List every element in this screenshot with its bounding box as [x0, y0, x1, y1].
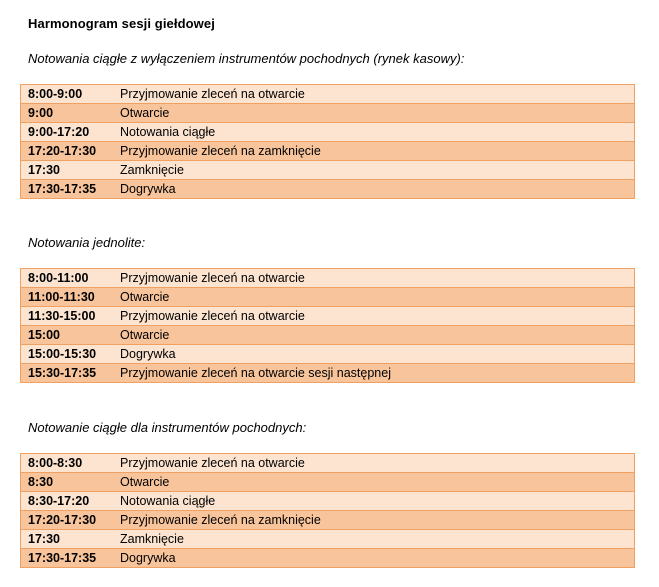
table-row: [21, 345, 635, 364]
description-cell: Dogrywka: [114, 549, 635, 568]
description-cell: Dogrywka: [114, 180, 635, 199]
time-cell: 9:00: [21, 104, 115, 123]
time-cell: 17:30-17:35: [21, 180, 115, 199]
section-subtitle-derivatives: Notowanie ciągłe dla instrumentów pochodnych:: [28, 420, 307, 435]
description-cell: Przyjmowanie zleceń na otwarcie: [114, 269, 635, 288]
table-row: [21, 364, 635, 383]
description-cell: Otwarcie: [114, 288, 635, 307]
description-cell: Przyjmowanie zleceń na zamknięcie: [114, 511, 635, 530]
table-row: [21, 142, 635, 161]
table-row: [21, 549, 635, 568]
time-cell: 8:00-8:30: [21, 454, 115, 473]
description-cell: Otwarcie: [114, 104, 635, 123]
table-row: [21, 269, 635, 288]
table-row: [21, 492, 635, 511]
description-cell: Otwarcie: [114, 473, 635, 492]
description-cell: Zamknięcie: [114, 161, 635, 180]
table-row: [21, 326, 635, 345]
description-cell: Przyjmowanie zleceń na otwarcie sesji następnej: [114, 364, 635, 383]
schedule-table-derivatives: [20, 453, 635, 568]
table-row: [21, 473, 635, 492]
description-cell: Przyjmowanie zleceń na otwarcie: [114, 85, 635, 104]
table-row: [21, 180, 635, 199]
description-cell: Notowania ciągłe: [114, 492, 635, 511]
schedule-table-continuous-cash: [20, 84, 635, 199]
page-title: Harmonogram sesji giełdowej: [28, 16, 215, 31]
time-cell: 15:00: [21, 326, 115, 345]
table-row: [21, 123, 635, 142]
schedule-table-single-price: [20, 268, 635, 383]
description-cell: Zamknięcie: [114, 530, 635, 549]
description-cell: Otwarcie: [114, 326, 635, 345]
table-row: [21, 85, 635, 104]
time-cell: 11:00-11:30: [21, 288, 115, 307]
section-subtitle-single-price: Notowania jednolite:: [28, 235, 146, 250]
time-cell: 11:30-15:00: [21, 307, 115, 326]
table-row: [21, 511, 635, 530]
time-cell: 8:30: [21, 473, 115, 492]
description-cell: Przyjmowanie zleceń na zamknięcie: [114, 142, 635, 161]
time-cell: 8:30-17:20: [21, 492, 115, 511]
description-cell: Notowania ciągłe: [114, 123, 635, 142]
table-row: [21, 161, 635, 180]
description-cell: Przyjmowanie zleceń na otwarcie: [114, 454, 635, 473]
table-row: [21, 307, 635, 326]
description-cell: Dogrywka: [114, 345, 635, 364]
time-cell: 17:30: [21, 530, 115, 549]
time-cell: 8:00-9:00: [21, 85, 115, 104]
time-cell: 15:00-15:30: [21, 345, 115, 364]
table-row: [21, 104, 635, 123]
time-cell: 15:30-17:35: [21, 364, 115, 383]
time-cell: 8:00-11:00: [21, 269, 115, 288]
section-subtitle-continuous-cash: Notowania ciągłe z wyłączeniem instrumentów pochodnych (rynek kasowy):: [28, 51, 465, 66]
table-row: [21, 454, 635, 473]
table-row: [21, 530, 635, 549]
time-cell: 17:20-17:30: [21, 142, 115, 161]
time-cell: 17:20-17:30: [21, 511, 115, 530]
table-row: [21, 288, 635, 307]
time-cell: 17:30: [21, 161, 115, 180]
time-cell: 17:30-17:35: [21, 549, 115, 568]
time-cell: 9:00-17:20: [21, 123, 115, 142]
description-cell: Przyjmowanie zleceń na otwarcie: [114, 307, 635, 326]
